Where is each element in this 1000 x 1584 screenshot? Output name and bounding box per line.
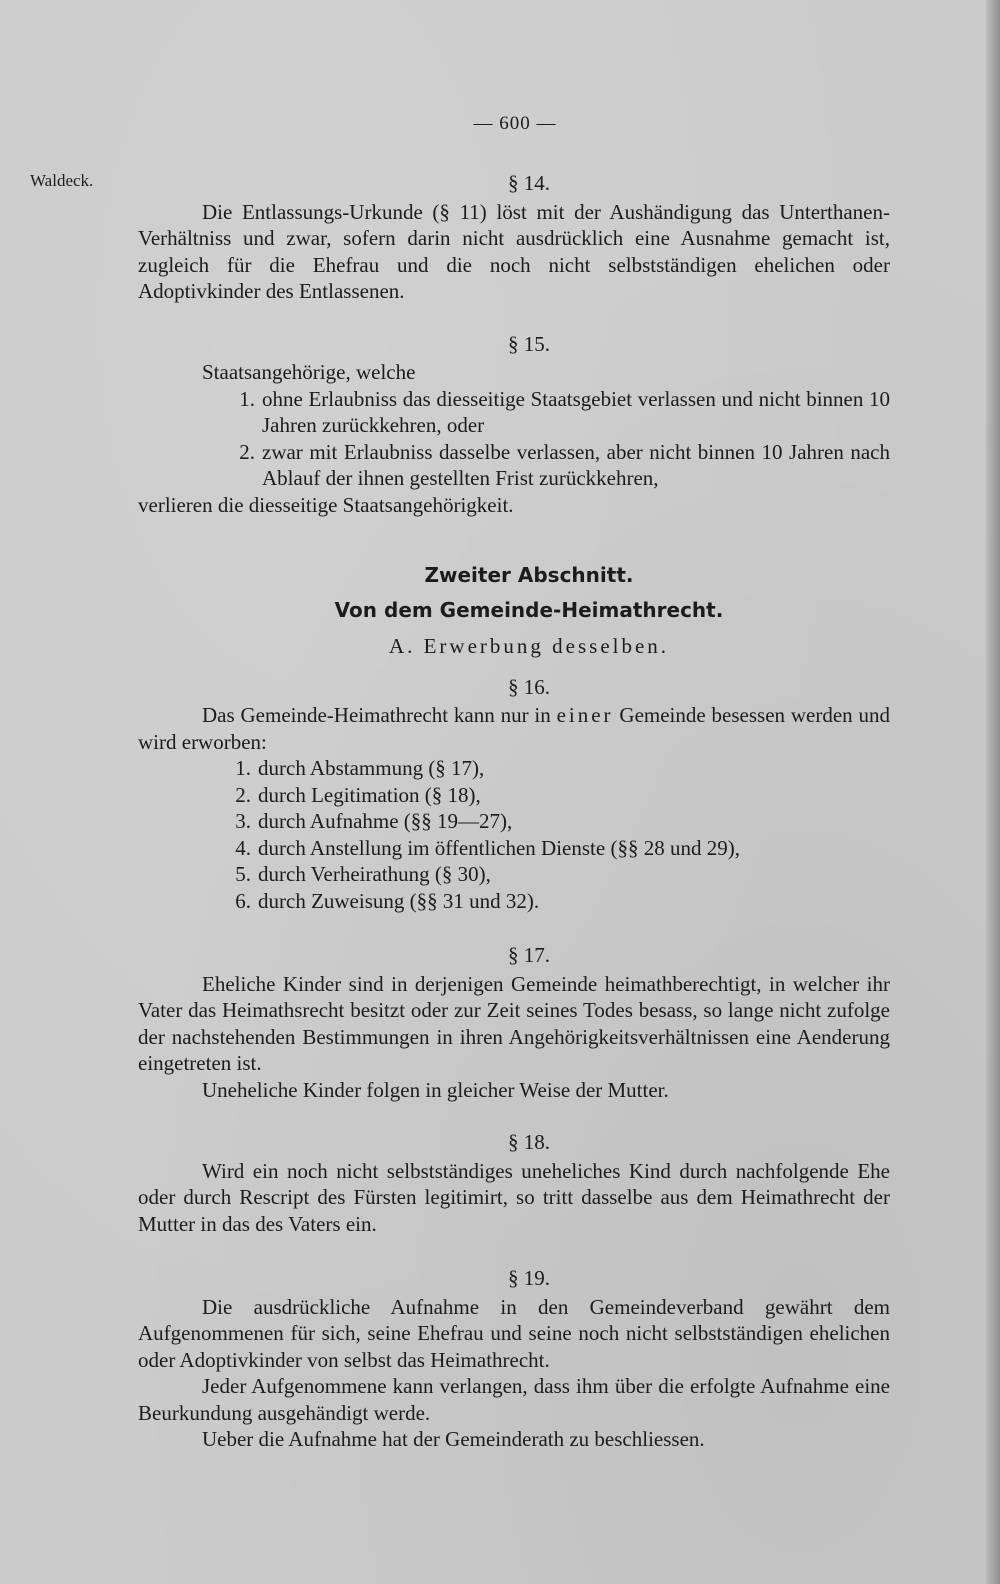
list-text: durch Zuweisung (§§ 31 und 32).: [258, 888, 540, 913]
paragraph-text: Eheliche Kinder sind in derjenigen Gemeinde heimathberechtigt, in welcher ihr Vater das Heimathsrecht besitzt oder zur Zeit seines Todes besass, so lange nicht zufolge der nachstehenden Bestimmungen in ihren Angehörigkeitsverhältnissen eine Aenderung eingetreten ist.: [138, 971, 890, 1075]
paragraph-sign: § 15.: [508, 331, 550, 356]
list-text: ohne Erlaubniss das diesseitige Staatsgebiet verlassen und nicht binnen 10 Jahren zurückkehren, oder: [262, 386, 890, 437]
list-number: 3.: [235, 809, 251, 833]
text-part: Das Gemeinde-Heimathrecht kann nur in: [202, 703, 551, 727]
section-title: Zweiter Abschnitt.: [424, 563, 634, 587]
list-item: [138, 386, 890, 439]
list-item: [138, 755, 890, 782]
list-item: [138, 782, 890, 809]
text-part: Gemeinde besessen werden und wird erworben:: [138, 703, 890, 754]
list-item: [138, 439, 890, 492]
paragraph-sign: § 18.: [508, 1130, 550, 1154]
paragraph-outro: verlieren die diesseitige Staatsangehörigkeit.: [138, 492, 514, 517]
document-body: [138, 170, 890, 1475]
list-text: durch Legitimation (§ 18),: [258, 782, 481, 807]
list-number: 2.: [239, 439, 255, 464]
paragraph-text: [138, 702, 890, 755]
section-19: [138, 1265, 890, 1453]
paragraph-sign: § 14.: [508, 171, 550, 195]
paragraph-sign: § 19.: [508, 1266, 550, 1290]
list-item: [138, 861, 890, 888]
list-text: durch Aufnahme (§§ 19—27),: [258, 809, 513, 833]
paragraph-text: Jeder Aufgenommene kann verlangen, dass ihm über die erfolgte Aufnahme eine Beurkundung ausgehändigt werde.: [138, 1374, 890, 1425]
section-18: [138, 1129, 890, 1237]
list-text: durch Anstellung im öffentlichen Dienste (§§ 28 und 29),: [258, 835, 740, 860]
section-15: [138, 331, 890, 519]
list-number: 1.: [235, 756, 251, 780]
paragraph-text: Die Entlassungs-Urkunde (§ 11) löst mit der Aushändigung das Unterthanen-Verhältniss und zwar, sofern darin nicht ausdrücklich eine Ausnahme gemacht ist, zugleich für die Ehefrau und die noch nicht selbstständigen ehelichen oder Adoptivkinder des Entlassenen.: [138, 199, 890, 303]
list-number: 1.: [239, 386, 255, 411]
paragraph-text: Die ausdrückliche Aufnahme in den Gemeindeverband gewährt dem Aufgenommenen für sich, seine Ehefrau und seine noch nicht selbstständigen ehelichen oder Adoptivkinder von selbst das Heimathrecht.: [138, 1294, 890, 1372]
paragraph-text: Ueber die Aufnahme hat der Gemeinderath zu beschliessen.: [202, 1427, 705, 1451]
section-heading-block: [138, 562, 890, 660]
list-number: 5.: [235, 862, 251, 886]
list-number: 4.: [235, 835, 251, 860]
part-heading: A. Erwerbung desselben.: [388, 634, 670, 658]
list-text: zwar mit Erlaubniss dasselbe verlassen, aber nicht binnen 10 Jahren nach Ablauf der ihnen gestellten Frist zurückkehren,: [262, 439, 890, 490]
page-edge-shadow: [986, 0, 1000, 1584]
list-text: durch Abstammung (§ 17),: [258, 756, 485, 780]
paragraph-intro: Staatsangehörige, welche: [202, 360, 416, 384]
list-item: [138, 835, 890, 862]
emphasis-text: einer: [556, 703, 614, 727]
list-item: [138, 808, 890, 835]
list-text: durch Verheirathung (§ 30),: [258, 862, 491, 886]
section-14: [138, 170, 890, 305]
section-17: [138, 942, 890, 1103]
section-16: [138, 674, 890, 915]
paragraph-text: Uneheliche Kinder folgen in gleicher Weise der Mutter.: [202, 1077, 669, 1102]
paragraph-sign: § 16.: [508, 674, 550, 699]
list-number: 2.: [235, 782, 251, 807]
page-number: — 600 —: [473, 113, 557, 134]
list-item: [138, 888, 890, 915]
list-number: 6.: [235, 888, 251, 913]
paragraph-sign: § 17.: [508, 943, 550, 967]
paragraph-text: Wird ein noch nicht selbstständiges uneheliches Kind durch nachfolgende Ehe oder durch Rescript des Fürsten legitimirt, so tritt dasselbe aus dem Heimathrecht der Mutter in das des Vaters ein.: [138, 1158, 890, 1236]
margin-note: Waldeck.: [30, 171, 94, 190]
section-subtitle: Von dem Gemeinde-Heimathrecht.: [334, 597, 724, 622]
